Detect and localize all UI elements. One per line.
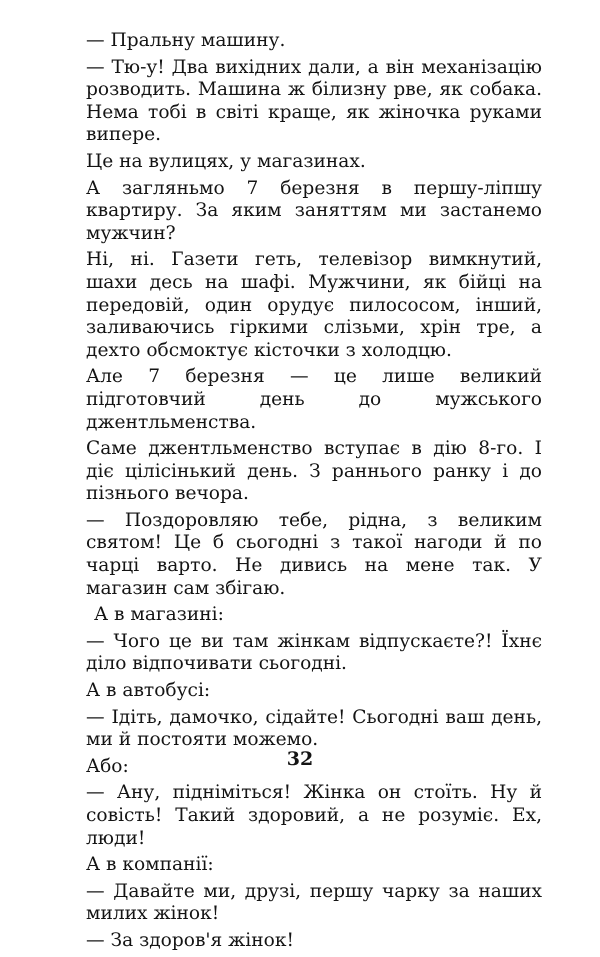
paragraph: — Тю-у! Два вихідних дали, а він механізацію розводить. Машина ж білизну рве, як собака. Нема тобі в світі краще, як жіночка руками випере. <box>86 56 542 146</box>
body-text <box>86 30 542 957</box>
paragraph: А в автобусі: <box>86 680 211 702</box>
paragraph: — Чого це ви там жінкам відпускаєте?! Їхнє діло відпочивати сьогодні. <box>86 630 542 675</box>
paragraph: — Поздоровляю тебе, рідна, з великим святом! Це б сьогодні з такої нагоди й по чарці варто. Не дивись на мене так. У магазин сам збігаю. <box>86 509 542 599</box>
paragraph: Або: <box>86 755 129 777</box>
page-number: 32 <box>286 748 314 770</box>
paragraph: А в компанії: <box>86 854 214 876</box>
paragraph: Ні, ні. Газети геть, телевізор вимкнутий, шахи десь на шафі. Мужчини, як бійці на передовій, один орудує пилососом, інший, заливаючись гіркими слізьми, хрін тре, а дехто обсмоктує кісточки з холодцю. <box>86 249 542 361</box>
paragraph: А загляньмо 7 березня в першу-ліпшу квартиру. За яким заняттям ми застанемо мужчин? <box>86 177 542 244</box>
paragraph: — Ану, підніміться! Жінка он стоїть. Ну й совість! Такий здоровий, а не розуміє. Ех, люди! <box>86 782 542 849</box>
paragraph: — Давайте ми, друзі, першу чарку за наших милих жінок! <box>86 880 542 925</box>
paragraph: — Ідіть, дамочко, сідайте! Сьогодні ваш день, ми й постояти можемо. <box>86 706 542 751</box>
paragraph: — За здоров'я жінок! <box>86 929 294 951</box>
paragraph: Але 7 березня — це лише великий підготовчий день до мужського джентльменства. <box>86 366 542 433</box>
paragraph: А в магазині: <box>94 604 224 626</box>
paragraph: Саме джентльменство вступає в дію 8-го. І діє цілісінький день. З раннього ранку і до пізнього вечора. <box>86 438 542 505</box>
paragraph: Це на вулицях, у магазинах. <box>86 150 366 172</box>
paragraph: — Пральну машину. <box>86 30 286 51</box>
